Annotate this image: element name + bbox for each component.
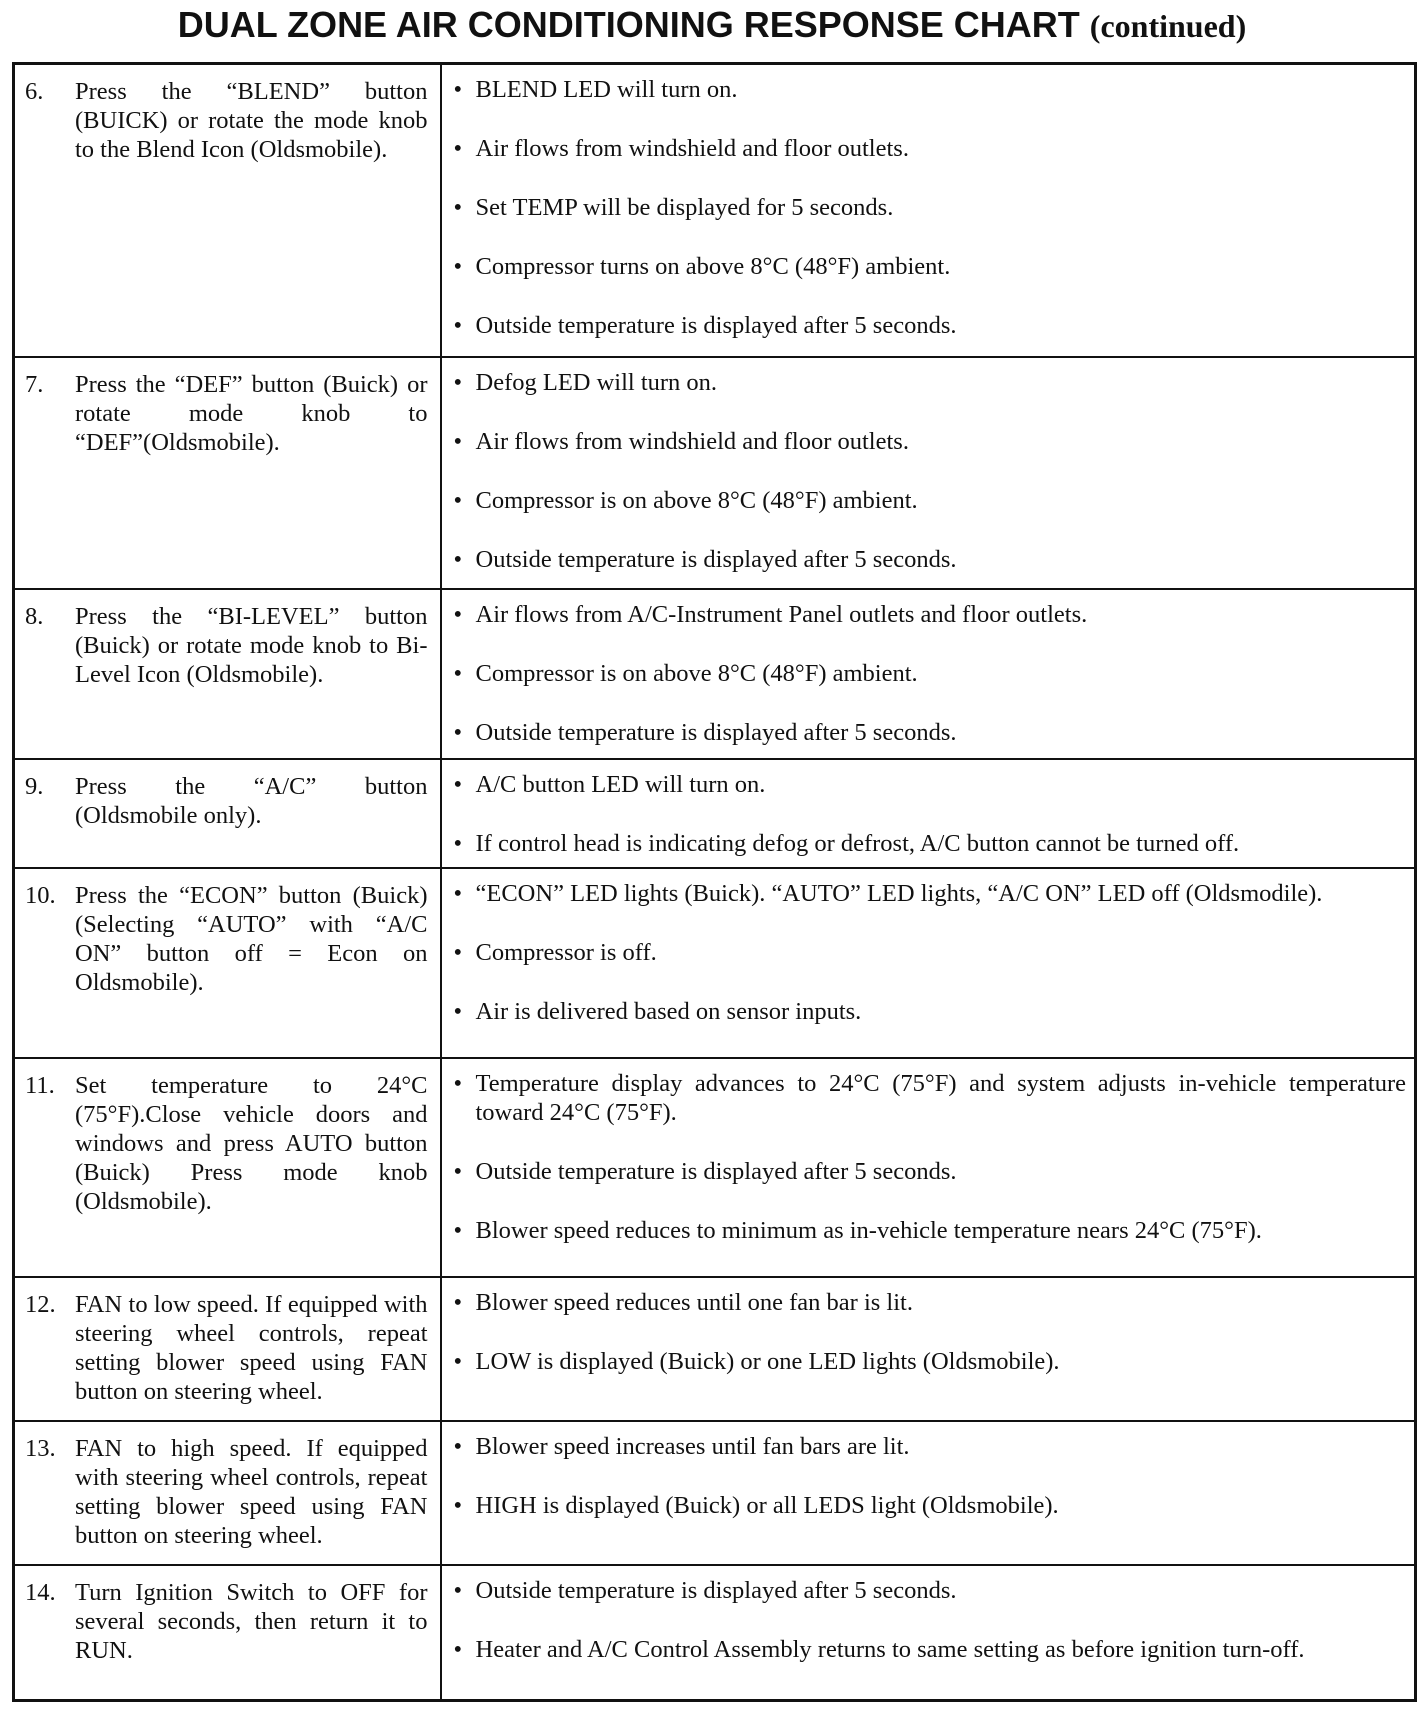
condition-cell [14,64,441,358]
response-item [450,1635,1407,1664]
bullet-icon: • [453,771,463,799]
response-item [450,252,1407,281]
bullet-icon: • [453,1576,463,1604]
bullet-icon: • [453,369,463,397]
response-item [450,1347,1407,1376]
bullet-icon: • [453,938,463,966]
condition-wrap [25,1290,428,1406]
response-text: Set TEMP will be displayed for 5 seconds. [475,194,894,221]
response-text: A/C button LED will turn on. [475,771,766,799]
bullet-icon: • [453,1216,463,1244]
condition-text: Press the “ECON” button (Buick) (Selecting “AUTO” with “A/C ON” button off = Econ on Oldsmobile). [75,881,428,996]
response-item [450,75,1407,104]
response-item [450,134,1407,163]
table-row [14,357,1416,589]
condition-cell [14,1277,441,1421]
step-number: 8. [25,602,44,630]
step-number: 12. [25,1290,56,1318]
response-text: HIGH is displayed (Buick) or all LEDS light (Oldsmobile). [475,1491,1059,1519]
response-text: “ECON” LED lights (Buick). “AUTO” LED lights, “A/C ON” LED off (Oldsmodile). [475,879,1323,907]
response-cell [441,1565,1416,1701]
response-chart-table [12,62,1417,1702]
condition-wrap [25,1071,428,1216]
response-cell [441,1277,1416,1421]
bullet-icon: • [453,312,463,339]
condition-cell [14,1421,441,1565]
condition-text: Press the “DEF” button (Buick) or rotate mode knob to “DEF”(Oldsmobile). [75,371,428,457]
bullet-icon: • [453,253,463,280]
response-text: Outside temperature is displayed after 5 seconds. [475,312,957,339]
table-row [14,868,1416,1058]
table-row [14,1565,1416,1701]
bullet-icon: • [453,1491,463,1519]
condition-wrap [25,602,428,689]
response-cell [441,1421,1416,1565]
condition-cell [14,589,441,759]
response-item [450,1432,1407,1461]
condition-text: Press the “BI-LEVEL” button (Buick) or rotate mode knob to Bi-Level Icon (Oldsmobile). [75,602,428,688]
response-item [450,1491,1407,1520]
response-item [450,879,1407,908]
bullet-icon: • [453,546,463,574]
condition-text: Press the “A/C” button (Oldsmobile only). [75,773,428,830]
response-item [450,600,1407,629]
response-item [450,718,1407,747]
table-row [14,1421,1416,1565]
condition-text: Press the “BLEND” button (BUICK) or rotate the mode knob to the Blend Icon (Oldsmobile). [75,78,428,163]
bullet-icon: • [453,830,463,858]
condition-text: Set temperature to 24°C (75°F).Close vehicle doors and windows and press AUTO button (Buick) Press mode knob (Oldsmobile). [75,1071,428,1215]
bullet-icon: • [453,487,463,515]
condition-cell [14,1565,441,1701]
bullet-icon: • [453,135,463,162]
step-number: 9. [25,773,44,801]
response-item [450,193,1407,222]
condition-text: FAN to high speed. If equipped with steering wheel controls, repeat setting blower speed using FAN button on steering wheel. [75,1434,428,1549]
condition-wrap [25,77,428,164]
bullet-icon: • [453,1157,463,1185]
response-item [450,311,1407,340]
response-text: BLEND LED will turn on. [475,76,738,103]
response-text: LOW is displayed (Buick) or one LED lights (Oldsmobile). [475,1347,1060,1375]
condition-wrap [25,370,428,457]
bullet-icon: • [453,718,463,746]
response-item [450,1216,1407,1245]
response-text: If control head is indicating defog or defrost, A/C button cannot be turned off. [475,830,1240,858]
table-row [14,1277,1416,1421]
page-title [0,0,1424,52]
response-chart-body [14,64,1416,1701]
response-text: Air flows from windshield and floor outlets. [475,428,909,456]
bullet-icon: • [453,600,463,628]
response-text: Blower speed reduces to minimum as in-vehicle temperature nears 24°C (75°F). [475,1216,1262,1244]
response-text: Air flows from windshield and floor outlets. [475,135,909,162]
bullet-icon: • [453,428,463,456]
bullet-icon: • [453,194,463,221]
continued-label: (continued) [1089,8,1247,44]
step-number: 14. [25,1578,56,1606]
response-text: Air is delivered based on sensor inputs. [475,997,862,1025]
response-item [450,938,1407,967]
response-text: Compressor turns on above 8°C (48°F) ambient. [475,253,951,280]
condition-cell [14,357,441,589]
response-text: Outside temperature is displayed after 5 seconds. [475,1157,957,1185]
condition-wrap [25,881,428,997]
bullet-icon: • [453,1347,463,1375]
chart-title: DUAL ZONE AIR CONDITIONING RESPONSE CHART [177,4,1080,45]
response-cell [441,64,1416,358]
response-item [450,1288,1407,1317]
response-item [450,770,1407,799]
response-text: Compressor is on above 8°C (48°F) ambient. [475,659,918,687]
bullet-icon: • [453,879,463,907]
condition-wrap [25,1434,428,1550]
condition-wrap [25,772,428,830]
response-item [450,659,1407,688]
response-item [450,1157,1407,1186]
response-text: Compressor is on above 8°C (48°F) ambient. [475,487,918,515]
response-cell [441,759,1416,868]
table-row [14,1058,1416,1277]
response-item [450,829,1407,858]
response-item [450,427,1407,456]
response-cell [441,1058,1416,1277]
response-text: Defog LED will turn on. [475,369,718,397]
bullet-icon: • [453,1288,463,1316]
bullet-icon: • [453,76,463,103]
table-row [14,64,1416,358]
response-text: Heater and A/C Control Assembly returns to same setting as before ignition turn-off. [475,1635,1305,1663]
step-number: 13. [25,1434,56,1462]
bullet-icon: • [453,1432,463,1460]
table-row [14,759,1416,868]
response-text: Outside temperature is displayed after 5 seconds. [475,546,957,574]
step-number: 11. [25,1071,55,1099]
table-row [14,589,1416,759]
response-text: Temperature display advances to 24°C (75°F) and system adjusts in-vehicle temperature toward 24°C (75°F). [475,1069,1406,1126]
response-text: Blower speed reduces until one fan bar is lit. [475,1288,913,1316]
condition-cell [14,759,441,868]
step-number: 10. [25,881,56,909]
condition-wrap [25,1578,428,1665]
condition-text: FAN to low speed. If equipped with steering wheel controls, repeat setting blower speed using FAN button on steering wheel. [75,1290,428,1405]
step-number: 7. [25,371,44,399]
response-text: Outside temperature is displayed after 5 seconds. [475,718,957,746]
condition-cell [14,868,441,1058]
response-cell [441,589,1416,759]
response-text: Blower speed increases until fan bars are lit. [475,1432,910,1460]
bullet-icon: • [453,1069,463,1097]
response-cell [441,868,1416,1058]
response-item [450,997,1407,1026]
condition-text: Turn Ignition Switch to OFF for several seconds, then return it to RUN. [75,1578,428,1664]
response-item [450,1069,1407,1127]
response-text: Outside temperature is displayed after 5 seconds. [475,1576,957,1604]
response-item [450,486,1407,515]
condition-cell [14,1058,441,1277]
response-item [450,545,1407,574]
bullet-icon: • [453,1635,463,1663]
step-number: 6. [25,78,44,105]
response-cell [441,357,1416,589]
response-item [450,1576,1407,1605]
bullet-icon: • [453,659,463,687]
response-text: Air flows from A/C-Instrument Panel outlets and floor outlets. [475,600,1088,628]
bullet-icon: • [453,997,463,1025]
response-text: Compressor is off. [475,938,657,966]
response-item [450,368,1407,397]
